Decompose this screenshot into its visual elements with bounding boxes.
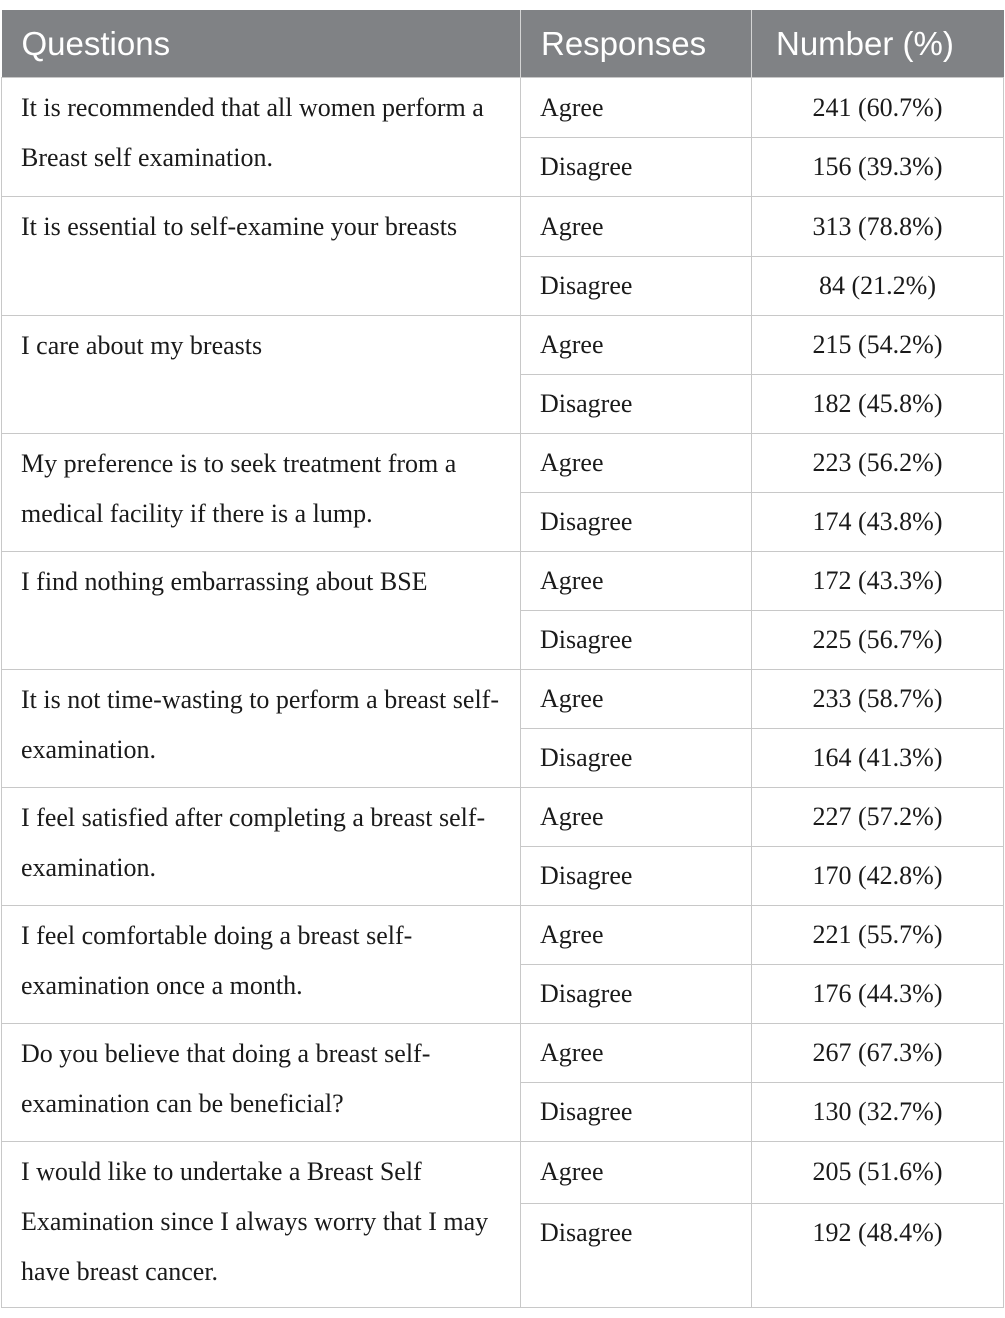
number-agree: 241 (60.7%) <box>752 78 1004 138</box>
response-disagree: Disagree <box>521 729 752 788</box>
number-agree: 267 (67.3%) <box>752 1024 1004 1083</box>
table-header <box>2 10 1004 78</box>
table-row-agree <box>2 316 1004 375</box>
response-agree: Agree <box>521 197 752 257</box>
response-disagree: Disagree <box>521 493 752 552</box>
survey-table <box>1 10 1004 1308</box>
number-disagree: 182 (45.8%) <box>752 375 1004 434</box>
response-disagree: Disagree <box>521 375 752 434</box>
response-disagree: Disagree <box>521 1203 752 1307</box>
number-disagree: 170 (42.8%) <box>752 847 1004 906</box>
table-row-agree <box>2 788 1004 847</box>
header-responses: Responses <box>521 10 752 78</box>
question-cell <box>2 316 521 434</box>
number-agree: 221 (55.7%) <box>752 906 1004 965</box>
number-agree: 313 (78.8%) <box>752 197 1004 257</box>
header-number: Number (%) <box>752 10 1004 78</box>
table-row-agree <box>2 552 1004 611</box>
response-disagree: Disagree <box>521 1083 752 1142</box>
number-disagree: 84 (21.2%) <box>752 257 1004 316</box>
question-cell <box>2 1142 521 1308</box>
question-text: I feel comfortable doing a breast self-examination once a month. <box>21 921 413 1000</box>
table-row-agree <box>2 1142 1004 1204</box>
question-cell <box>2 434 521 552</box>
response-agree: Agree <box>521 552 752 611</box>
response-disagree: Disagree <box>521 847 752 906</box>
table-body <box>2 78 1004 1308</box>
number-disagree: 176 (44.3%) <box>752 965 1004 1024</box>
question-cell <box>2 788 521 906</box>
table-row-agree <box>2 1024 1004 1083</box>
question-text: It is essential to self-examine your breasts <box>21 212 458 241</box>
table-row-agree <box>2 78 1004 138</box>
number-disagree: 164 (41.3%) <box>752 729 1004 788</box>
question-text: I would like to undertake a Breast Self Examination since I always worry that I may have breast cancer. <box>21 1157 489 1286</box>
response-disagree: Disagree <box>521 965 752 1024</box>
response-disagree: Disagree <box>521 611 752 670</box>
question-text: It is not time-wasting to perform a breast self-examination. <box>21 685 499 764</box>
number-disagree: 130 (32.7%) <box>752 1083 1004 1142</box>
response-agree: Agree <box>521 1024 752 1083</box>
header-row <box>2 10 1004 78</box>
response-disagree: Disagree <box>521 138 752 197</box>
question-text: I find nothing embarrassing about BSE <box>21 567 428 596</box>
number-disagree: 225 (56.7%) <box>752 611 1004 670</box>
response-agree: Agree <box>521 434 752 493</box>
number-agree: 223 (56.2%) <box>752 434 1004 493</box>
question-text: My preference is to seek treatment from a medical facility if there is a lump. <box>21 449 457 528</box>
number-agree: 205 (51.6%) <box>752 1142 1004 1204</box>
question-cell <box>2 78 521 197</box>
response-agree: Agree <box>521 78 752 138</box>
question-text: I care about my breasts <box>21 331 263 360</box>
question-cell <box>2 906 521 1024</box>
number-disagree: 156 (39.3%) <box>752 138 1004 197</box>
header-questions: Questions <box>2 10 521 78</box>
number-agree: 172 (43.3%) <box>752 552 1004 611</box>
response-agree: Agree <box>521 906 752 965</box>
table-row-agree <box>2 197 1004 257</box>
question-cell <box>2 1024 521 1142</box>
question-cell <box>2 197 521 316</box>
table-row-agree <box>2 434 1004 493</box>
number-disagree: 192 (48.4%) <box>752 1203 1004 1307</box>
question-text: Do you believe that doing a breast self-examination can be beneficial? <box>21 1039 431 1118</box>
question-text: I feel satisfied after completing a breast self-examination. <box>21 803 486 882</box>
response-agree: Agree <box>521 670 752 729</box>
number-agree: 233 (58.7%) <box>752 670 1004 729</box>
question-cell <box>2 670 521 788</box>
response-agree: Agree <box>521 316 752 375</box>
question-text: It is recommended that all women perform a Breast self examination. <box>21 93 484 172</box>
number-disagree: 174 (43.8%) <box>752 493 1004 552</box>
number-agree: 215 (54.2%) <box>752 316 1004 375</box>
table-row-agree <box>2 670 1004 729</box>
question-cell <box>2 552 521 670</box>
table-row-agree <box>2 906 1004 965</box>
response-disagree: Disagree <box>521 257 752 316</box>
number-agree: 227 (57.2%) <box>752 788 1004 847</box>
response-agree: Agree <box>521 1142 752 1204</box>
response-agree: Agree <box>521 788 752 847</box>
